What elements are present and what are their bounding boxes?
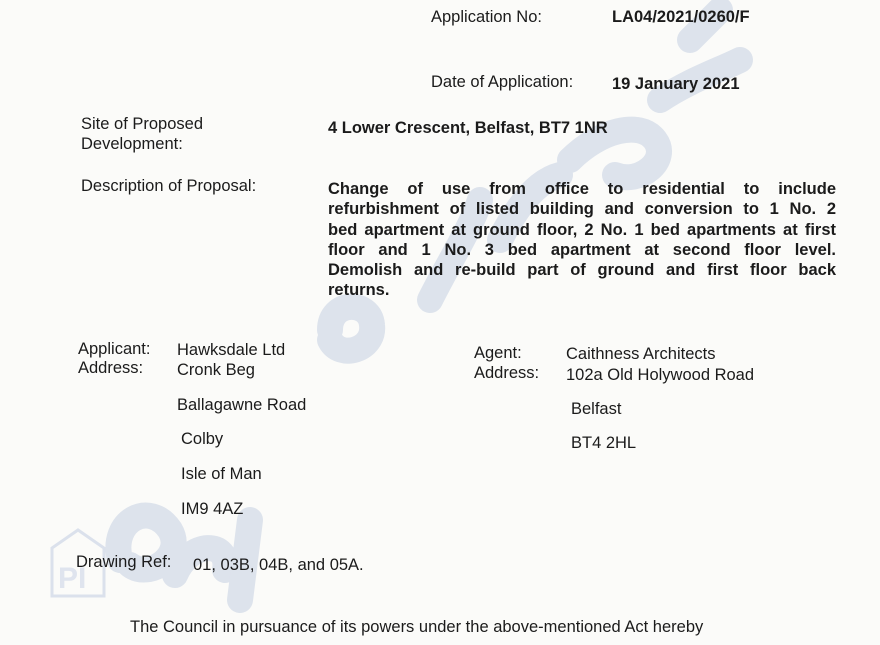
agent-label: Agent: (474, 344, 522, 362)
site-address-value: 4 Lower Crescent, Belfast, BT7 1NR (328, 119, 608, 137)
proposal-line: returns. (328, 281, 390, 300)
proposal-line: Change of use from office to residential to include (328, 180, 836, 198)
applicant-label: Applicant: (78, 340, 151, 358)
applicant-name: Hawksdale Ltd (177, 341, 286, 359)
applicant-address-label: Address: (78, 359, 144, 377)
agent-name: Caithness Architects (566, 345, 716, 363)
application-date-label: Date of Application: (431, 73, 574, 91)
proposal-line: refurbishment of listed building and conversion to 1 No. 2 (328, 200, 836, 219)
proposal-line: floor and 1 No. 3 bed apartment at second floor level. (328, 240, 836, 259)
svg-text:PI: PI (58, 562, 87, 595)
applicant-address-line: IM9 4AZ (181, 500, 244, 518)
drawing-ref-value: 01, 03B, 04B, and 05A. (193, 556, 364, 574)
proposal-line: Demolish and re-build part of ground and first floor back (328, 261, 836, 280)
council-statement: The Council in pursuance of its powers under the above-mentioned Act hereby (130, 618, 704, 636)
agent-address-line: 102a Old Holywood Road (566, 366, 755, 384)
agent-address-line: BT4 2HL (571, 434, 637, 452)
agent-address-line: Belfast (571, 400, 622, 418)
applicant-address-line: Cronk Beg (177, 361, 255, 379)
application-number-label: Application No: (431, 8, 542, 26)
proposal-line: bed apartment at ground floor, 2 No. 1 bed apartments at first (328, 220, 836, 239)
proposal-label: Description of Proposal: (81, 177, 257, 195)
drawing-ref-label: Drawing Ref: (76, 553, 172, 571)
application-date-value: 19 January 2021 (612, 75, 740, 93)
applicant-address-line: Colby (181, 430, 224, 448)
site-label-line2: Development: (81, 135, 183, 153)
site-label-line1: Site of Proposed (81, 115, 203, 133)
applicant-address-line: Isle of Man (181, 465, 262, 483)
application-number-value: LA04/2021/0260/F (612, 8, 750, 26)
agent-address-label: Address: (474, 364, 540, 382)
applicant-address-line: Ballagawne Road (177, 396, 307, 414)
proposal-description (328, 179, 836, 301)
